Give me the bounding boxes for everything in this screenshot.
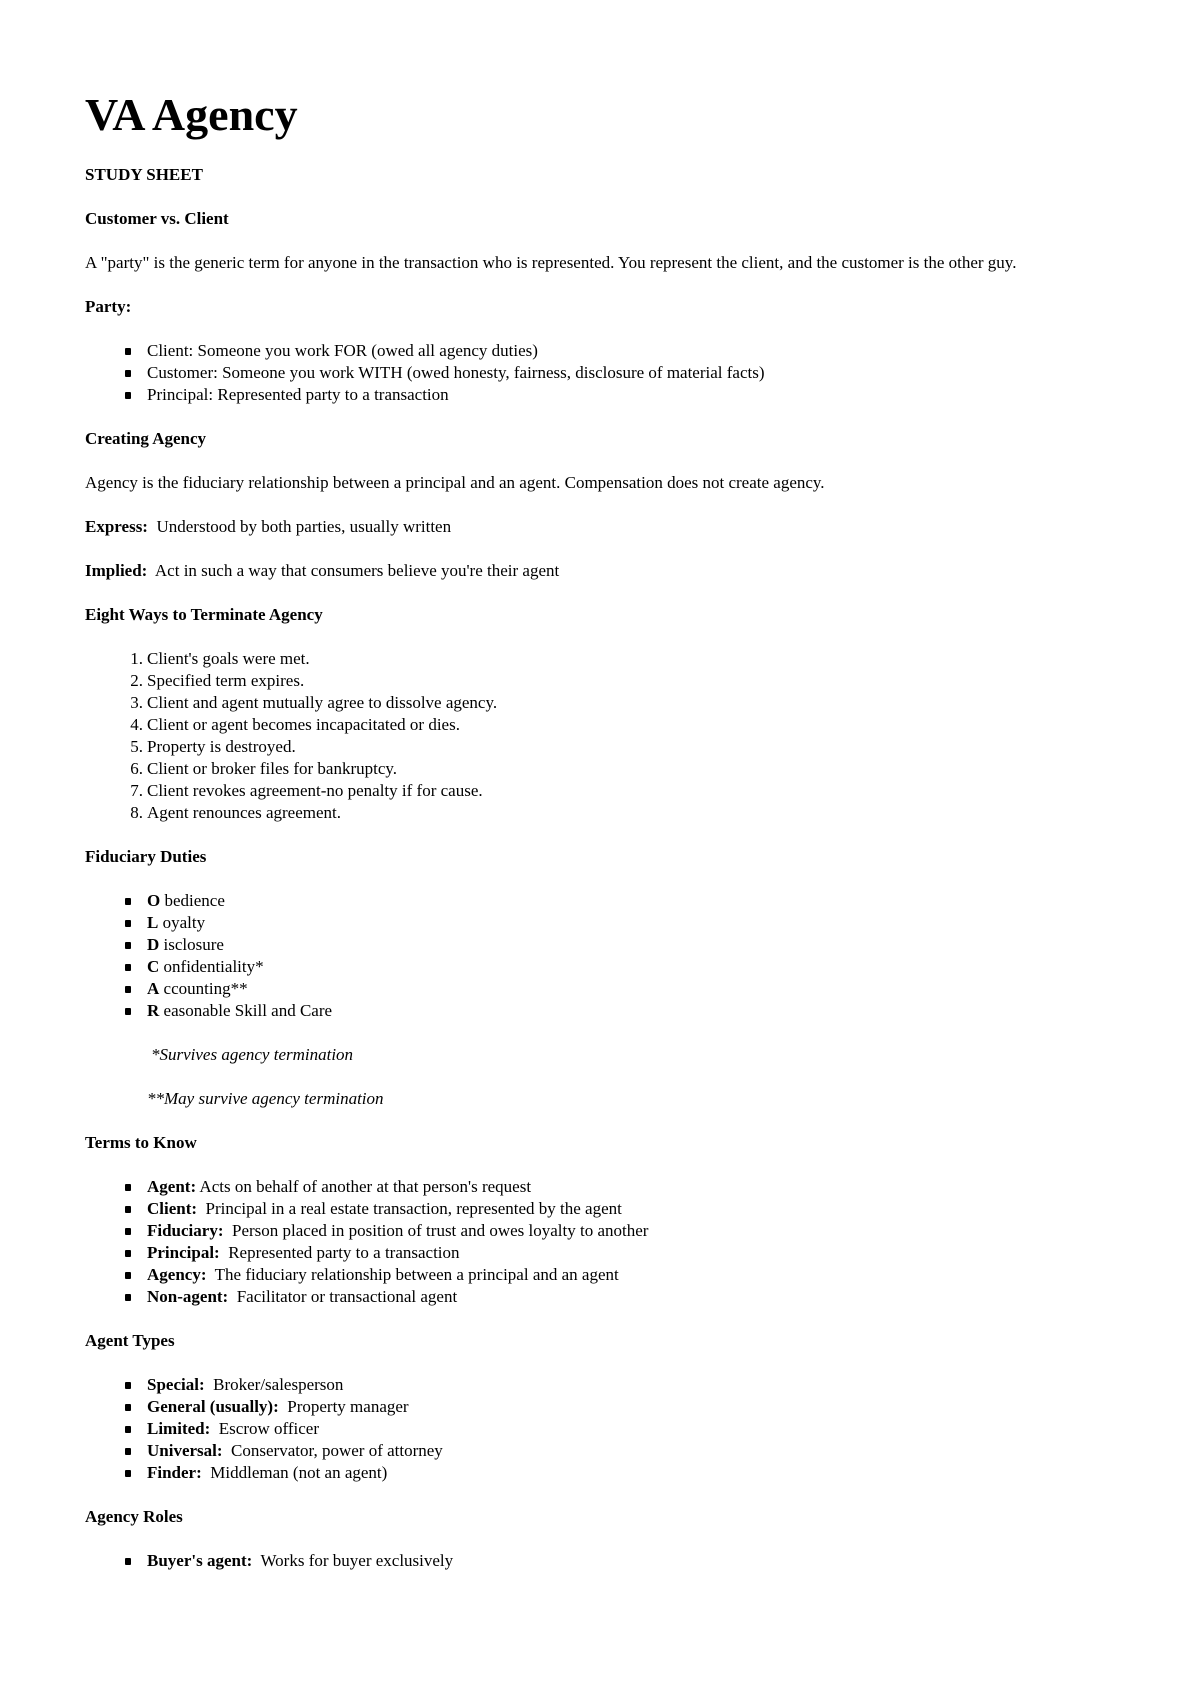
list-item: [85, 1220, 1135, 1242]
duty-letter: C: [147, 957, 160, 976]
term-label: Buyer's agent:: [147, 1551, 253, 1570]
duty-letter: L: [147, 913, 159, 932]
list-item: [85, 1286, 1135, 1308]
list-number: 3.: [130, 693, 143, 712]
document-page: [85, 86, 1135, 1572]
list-item: [85, 648, 1135, 670]
list-item: [85, 912, 1135, 934]
term-label: Agent:: [147, 1177, 197, 1196]
list-text: Client or agent becomes incapacitated or dies.: [147, 715, 460, 734]
customer-vs-client-heading: Customer vs. Client: [85, 209, 229, 228]
duty-rest: easonable Skill and Care: [159, 1001, 333, 1020]
term-label: Universal:: [147, 1441, 223, 1460]
list-item: [85, 1000, 1135, 1022]
duty-rest: isclosure: [159, 935, 224, 954]
list-item: Principal: Represented party to a transaction: [85, 384, 1135, 406]
agency-roles-list: [85, 1550, 1135, 1572]
term-label: Client:: [147, 1199, 198, 1218]
list-item: [85, 1396, 1135, 1418]
list-text: Specified term expires.: [147, 671, 305, 690]
list-text: Client and agent mutually agree to dissolve agency.: [147, 693, 498, 712]
list-item: [85, 890, 1135, 912]
term-label: Fiduciary:: [147, 1221, 224, 1240]
duty-rest: ccounting**: [159, 979, 248, 998]
term-label: Finder:: [147, 1463, 202, 1482]
list-text: Agent renounces agreement.: [147, 803, 341, 822]
term-label: Principal:: [147, 1243, 220, 1262]
creating-agency-text: Agency is the fiduciary relationship between a principal and an agent. Compensation does not create agency.: [85, 473, 825, 492]
list-number: 4.: [130, 715, 143, 734]
implied-text: Act in such a way that consumers believe you're their agent: [154, 561, 560, 580]
list-item: [85, 736, 1135, 758]
list-item: [85, 714, 1135, 736]
list-number: 7.: [130, 781, 143, 800]
agent-types-heading: Agent Types: [85, 1331, 175, 1350]
implied-line: [85, 560, 1135, 582]
express-text: Understood by both parties, usually written: [156, 517, 452, 536]
party-list: [85, 340, 1135, 406]
term-label: General (usually):: [147, 1397, 279, 1416]
list-item: [85, 1418, 1135, 1440]
terms-heading: Terms to Know: [85, 1133, 197, 1152]
duty-letter: O: [147, 891, 161, 910]
duty-rest: onfidentiality*: [159, 957, 264, 976]
list-item: [85, 1440, 1135, 1462]
duty-letter: R: [147, 1001, 160, 1020]
list-item: [85, 1242, 1135, 1264]
list-item: [85, 692, 1135, 714]
express-line: [85, 516, 1135, 538]
list-text: Property is destroyed.: [147, 737, 296, 756]
list-item: [85, 1198, 1135, 1220]
term-definition: The fiduciary relationship between a principal and an agent: [206, 1265, 619, 1284]
term-definition: Facilitator or transactional agent: [228, 1287, 458, 1306]
study-sheet-heading: STUDY SHEET: [85, 165, 203, 184]
term-definition: Conservator, power of attorney: [222, 1441, 443, 1460]
term-definition: Represented party to a transaction: [219, 1243, 460, 1262]
term-definition: Property manager: [278, 1397, 409, 1416]
list-item: [85, 1374, 1135, 1396]
term-label: Agency:: [147, 1265, 207, 1284]
list-item: [85, 934, 1135, 956]
list-text: Client's goals were met.: [147, 649, 310, 668]
implied-label: Implied:: [85, 561, 148, 580]
terms-list: [85, 1176, 1135, 1308]
duty-rest: oyalty: [158, 913, 206, 932]
list-item: [85, 802, 1135, 824]
list-item: [85, 1550, 1135, 1572]
list-item: [85, 1176, 1135, 1198]
terminate-list: [85, 648, 1135, 824]
list-item: [85, 1462, 1135, 1484]
term-label: Special:: [147, 1375, 205, 1394]
duty-rest: bedience: [160, 891, 225, 910]
list-item: [85, 670, 1135, 692]
list-item: [85, 758, 1135, 780]
list-number: 8.: [130, 803, 143, 822]
duty-letter: D: [147, 935, 160, 954]
term-definition: Middleman (not an agent): [201, 1463, 388, 1482]
list-number: 6.: [130, 759, 143, 778]
term-label: Limited:: [147, 1419, 211, 1438]
list-item: [85, 780, 1135, 802]
fiduciary-heading: Fiduciary Duties: [85, 847, 207, 866]
list-item: [85, 956, 1135, 978]
term-definition: Escrow officer: [210, 1419, 320, 1438]
list-item: [85, 978, 1135, 1000]
survives-note: *Survives agency termination: [151, 1045, 354, 1064]
term-label: Non-agent:: [147, 1287, 229, 1306]
may-survive-note: **May survive agency termination: [147, 1089, 384, 1108]
list-text: Client or broker files for bankruptcy.: [147, 759, 398, 778]
fiduciary-list: [85, 890, 1135, 1022]
list-item: Client: Someone you work FOR (owed all agency duties): [85, 340, 1135, 362]
term-definition: Principal in a real estate transaction, represented by the agent: [197, 1199, 622, 1218]
agency-roles-heading: Agency Roles: [85, 1507, 183, 1526]
creating-agency-heading: Creating Agency: [85, 429, 207, 448]
page-title: VA Agency: [85, 89, 298, 140]
list-number: 5.: [130, 737, 143, 756]
term-definition: Broker/salesperson: [204, 1375, 344, 1394]
party-heading: Party:: [85, 297, 132, 316]
list-item: Customer: Someone you work WITH (owed honesty, fairness, disclosure of material facts): [85, 362, 1135, 384]
duty-letter: A: [147, 979, 160, 998]
list-text: Client revokes agreement-no penalty if for cause.: [147, 781, 483, 800]
list-item: [85, 1264, 1135, 1286]
list-number: 1.: [130, 649, 143, 668]
term-definition: Works for buyer exclusively: [252, 1551, 454, 1570]
agent-types-list: [85, 1374, 1135, 1484]
customer-vs-client-text: A "party" is the generic term for anyone in the transaction who is represented. You represent the client, and the customer is the other guy.: [85, 253, 1017, 272]
term-definition: Acts on behalf of another at that person's request: [196, 1177, 532, 1196]
term-definition: Person placed in position of trust and owes loyalty to another: [223, 1221, 649, 1240]
list-number: 2.: [130, 671, 143, 690]
express-label: Express:: [85, 517, 148, 536]
terminate-heading: Eight Ways to Terminate Agency: [85, 605, 323, 624]
